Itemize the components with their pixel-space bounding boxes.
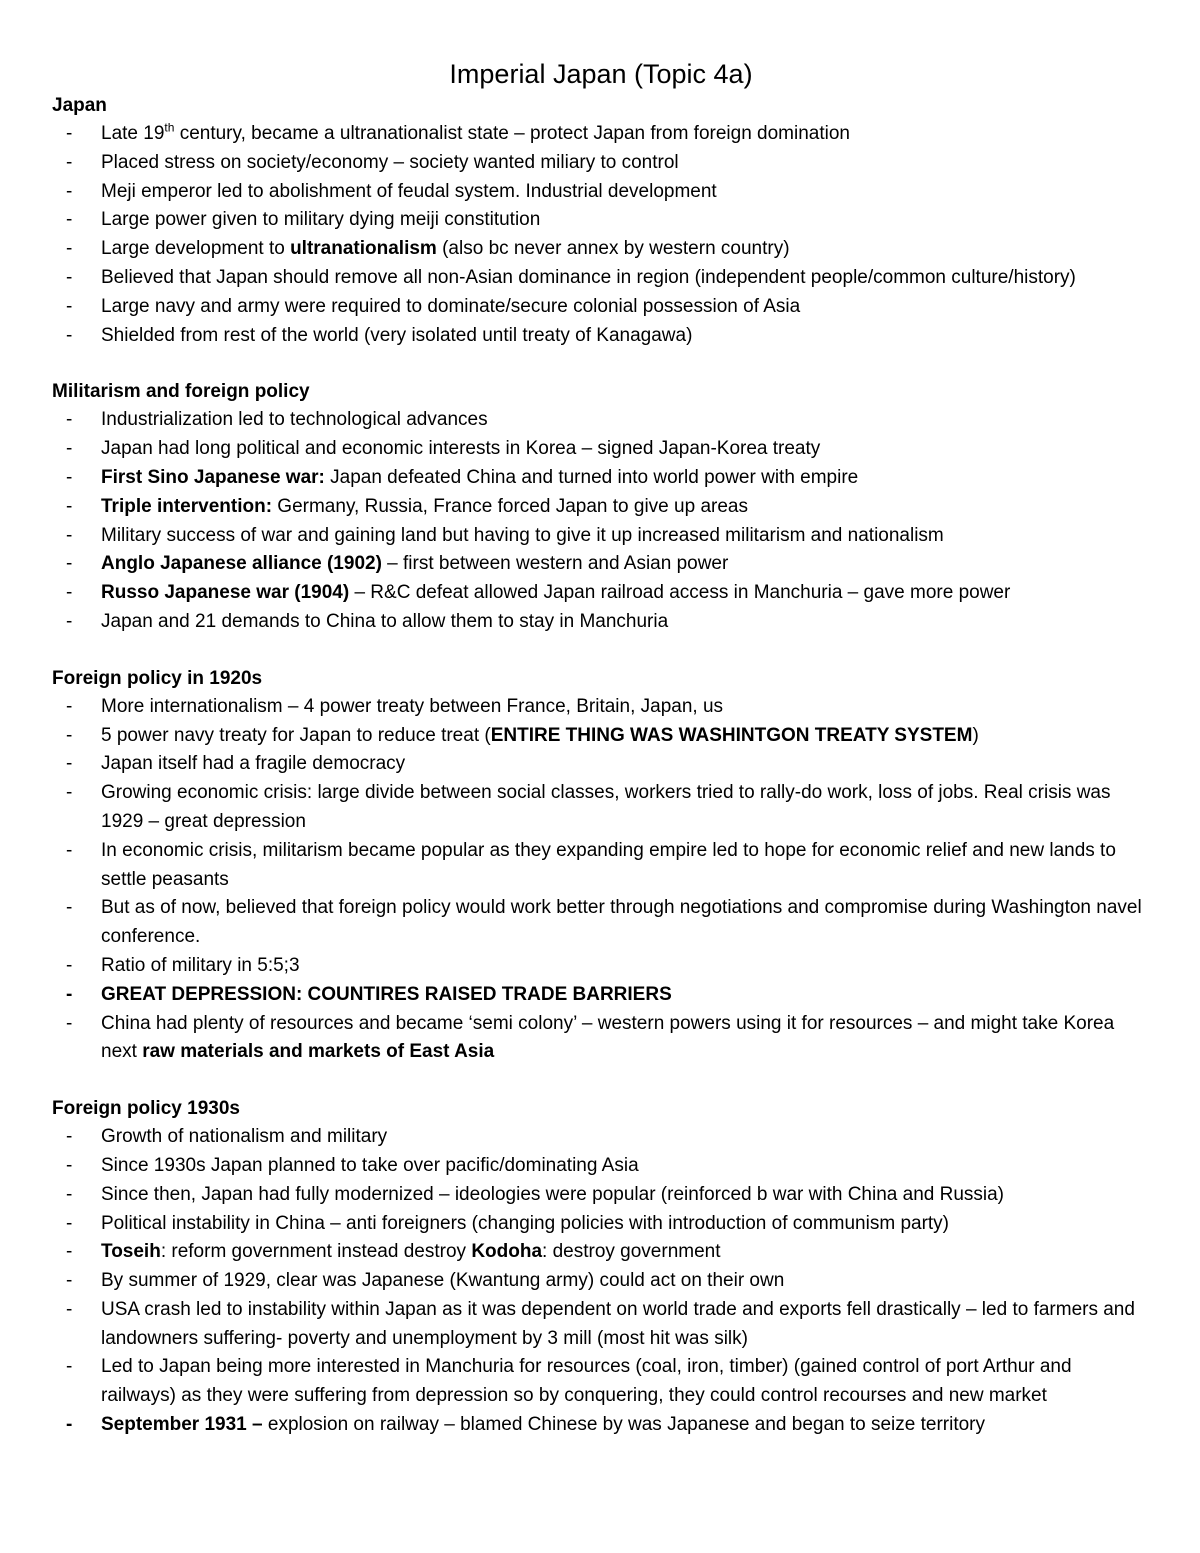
bullet-item (52, 178, 1150, 207)
item-text: China had plenty of resources and became ‘semi colony’ – western powers using it for resources – and might take Korea next (101, 1012, 1115, 1063)
item-text: Large power given to military dying meiji constitution (101, 209, 541, 231)
section (52, 378, 1150, 636)
dash-bullet-icon: - (66, 1241, 73, 1263)
bullet-item (52, 322, 1150, 351)
dash-bullet-icon: - (66, 438, 73, 460)
bullet-item (52, 206, 1150, 235)
item-text: ) (972, 724, 979, 746)
bullet-list (52, 406, 1150, 636)
dash-bullet-icon: - (66, 839, 73, 861)
dash-bullet-icon: - (66, 1126, 73, 1148)
item-text: Since then, Japan had fully modernized – ideologies were popular (reinforced b war with China and Russia) (101, 1183, 1005, 1205)
dash-bullet-icon: - (66, 724, 73, 746)
bold-text: Toseih (101, 1241, 161, 1263)
dash-bullet-icon: - (66, 238, 73, 260)
bullet-item (52, 894, 1150, 952)
section (52, 1095, 1150, 1440)
item-text: Japan had long political and economic interests in Korea – signed Japan-Korea treaty (101, 438, 821, 460)
bullet-list (52, 1123, 1150, 1440)
item-text: century, became a ultranationalist state – protect Japan from foreign domination (174, 123, 850, 144)
item-text: Large navy and army were required to dominate/secure colonial possession of Asia (101, 295, 801, 317)
section-heading: Japan (52, 95, 107, 116)
bullet-item (52, 493, 1150, 522)
bullet-item (52, 1210, 1150, 1239)
bullet-item (52, 1353, 1150, 1411)
bullet-item (52, 264, 1150, 293)
dash-bullet-icon: - (66, 582, 73, 604)
bullet-list (52, 693, 1150, 1067)
item-text: (also bc never annex by western country) (436, 238, 790, 260)
superscript-text: th (164, 120, 175, 135)
dash-bullet-icon: - (66, 1012, 73, 1034)
dash-bullet-icon: - (66, 524, 73, 546)
bullet-item (52, 435, 1150, 464)
bullet-item (52, 722, 1150, 751)
dash-bullet-icon: - (66, 1298, 73, 1320)
dash-bullet-icon: - (66, 897, 73, 919)
bullet-item (52, 837, 1150, 895)
item-text: : destroy government (542, 1241, 721, 1263)
item-text: Germany, Russia, France forced Japan to give up areas (272, 495, 748, 517)
dash-bullet-icon: - (66, 180, 73, 202)
item-text: Industrialization led to technological advances (101, 409, 488, 431)
dash-bullet-icon: - (66, 1414, 73, 1436)
document-title: Imperial Japan (Topic 4a) (449, 59, 753, 89)
bold-text: raw materials and markets of East Asia (142, 1041, 495, 1063)
dash-bullet-icon: - (66, 209, 73, 231)
section-heading: Militarism and foreign policy (52, 381, 310, 403)
bullet-item (52, 1010, 1150, 1068)
dash-bullet-icon: - (66, 1183, 73, 1205)
bullet-item (52, 149, 1150, 178)
item-text: Led to Japan being more interested in Manchuria for resources (coal, iron, timber) (gained control of port Arthur and railways) as they were suffering from depression so by conquering, they could control recourses and new market (101, 1356, 1072, 1407)
bullet-item (52, 1267, 1150, 1296)
section-heading: Foreign policy 1930s (52, 1098, 240, 1120)
dash-bullet-icon: - (66, 553, 73, 575)
bullet-item (52, 1411, 1150, 1440)
section (52, 665, 1150, 1067)
item-text: Growing economic crisis: large divide between social classes, workers tried to rally-do work, loss of jobs. Real crisis was 1929 – great depression (101, 782, 1111, 832)
item-text: Growth of nationalism and military (101, 1126, 388, 1148)
item-text: Shielded from rest of the world (very isolated until treaty of Kanagawa) (101, 324, 693, 346)
bullet-item (52, 1123, 1150, 1152)
bullet-item (52, 1296, 1150, 1354)
bullet-item (52, 293, 1150, 322)
bold-text: Triple intervention: (101, 495, 273, 517)
item-text: – first between western and Asian power (381, 553, 729, 575)
item-text: 5 power navy treaty for Japan to reduce treat ( (101, 724, 491, 746)
dash-bullet-icon: - (66, 1154, 73, 1176)
bullet-item (52, 550, 1150, 579)
document-body (52, 92, 1150, 1440)
item-text: Military success of war and gaining land but having to give it up increased militarism and nationalism (101, 524, 944, 546)
dash-bullet-icon: - (66, 123, 73, 144)
item-text: USA crash led to instability within Japan as it was dependent on world trade and exports fell drastically – led to farmers and landowners suffering- poverty and unemployment by 3 mill (most hit was silk) (101, 1298, 1135, 1349)
dash-bullet-icon: - (66, 324, 73, 346)
dash-bullet-icon: - (66, 409, 73, 431)
bullet-item (52, 120, 1150, 149)
bullet-item (52, 464, 1150, 493)
dash-bullet-icon: - (66, 1356, 73, 1378)
bold-text: GREAT DEPRESSION: COUNTIRES RAISED TRADE BARRIERS (101, 983, 672, 1005)
bullet-item (52, 522, 1150, 551)
item-text: Political instability in China – anti foreigners (changing policies with introduction of communism party) (101, 1212, 950, 1234)
bold-text: ENTIRE THING WAS WASHINTGON TREATY SYSTEM (490, 724, 973, 746)
dash-bullet-icon: - (66, 954, 73, 976)
bullet-item (52, 579, 1150, 608)
dash-bullet-icon: - (66, 495, 73, 517)
item-text: Japan itself had a fragile democracy (101, 753, 406, 775)
dash-bullet-icon: - (66, 753, 73, 775)
bullet-item (52, 952, 1150, 981)
bullet-list (52, 120, 1150, 350)
dash-bullet-icon: - (66, 1270, 73, 1292)
dash-bullet-icon: - (66, 266, 73, 288)
section (52, 92, 1150, 350)
item-text: Placed stress on society/economy – society wanted miliary to control (101, 151, 679, 173)
item-text: Meji emperor led to abolishment of feudal system. Industrial development (101, 180, 717, 202)
bold-text: First Sino Japanese war: (101, 466, 325, 488)
item-text: Japan and 21 demands to China to allow them to stay in Manchuria (101, 610, 669, 632)
dash-bullet-icon: - (66, 151, 73, 173)
bullet-item (52, 608, 1150, 637)
dash-bullet-icon: - (66, 695, 73, 717)
bold-text: September 1931 – (101, 1414, 263, 1436)
item-text: But as of now, believed that foreign policy would work better through negotiations and compromise during Washington navel conference. (101, 897, 1142, 948)
item-text: More internationalism – 4 power treaty between France, Britain, Japan, us (101, 695, 724, 717)
item-text: – R&C defeat allowed Japan railroad access in Manchuria – gave more power (349, 582, 1011, 604)
item-text: By summer of 1929, clear was Japanese (Kwantung army) could act on their own (101, 1270, 785, 1292)
dash-bullet-icon: - (66, 983, 73, 1005)
bold-text: Russo Japanese war (1904) (101, 582, 350, 604)
bold-text: Kodoha (471, 1241, 543, 1263)
bullet-item (52, 1238, 1150, 1267)
bullet-item (52, 235, 1150, 264)
item-text: Large development to (101, 238, 291, 260)
dash-bullet-icon: - (66, 610, 73, 632)
bold-text: Anglo Japanese alliance (1902) (101, 553, 382, 575)
bullet-item (52, 1181, 1150, 1210)
bullet-item (52, 1152, 1150, 1181)
item-text: Late 19 (101, 123, 165, 144)
item-text: Japan defeated China and turned into world power with empire (324, 466, 859, 488)
bullet-item (52, 981, 1150, 1010)
dash-bullet-icon: - (66, 782, 73, 804)
item-text: In economic crisis, militarism became popular as they expanding empire led to hope for economic relief and new lands to settle peasants (101, 839, 1116, 890)
item-text: : reform government instead destroy (160, 1241, 472, 1263)
dash-bullet-icon: - (66, 295, 73, 317)
dash-bullet-icon: - (66, 466, 73, 488)
item-text: explosion on railway – blamed Chinese by was Japanese and began to seize territory (262, 1414, 986, 1436)
item-text: Believed that Japan should remove all non-Asian dominance in region (independent people/common culture/history) (101, 266, 1076, 288)
item-text: Since 1930s Japan planned to take over pacific/dominating Asia (101, 1154, 639, 1176)
bullet-item (52, 693, 1150, 722)
section-heading: Foreign policy in 1920s (52, 667, 263, 689)
dash-bullet-icon: - (66, 1212, 73, 1234)
item-text: Ratio of military in 5:5;3 (101, 954, 300, 976)
bold-text: ultranationalism (290, 238, 437, 260)
bullet-item (52, 406, 1150, 435)
bullet-item (52, 750, 1150, 779)
bullet-item (52, 779, 1150, 837)
